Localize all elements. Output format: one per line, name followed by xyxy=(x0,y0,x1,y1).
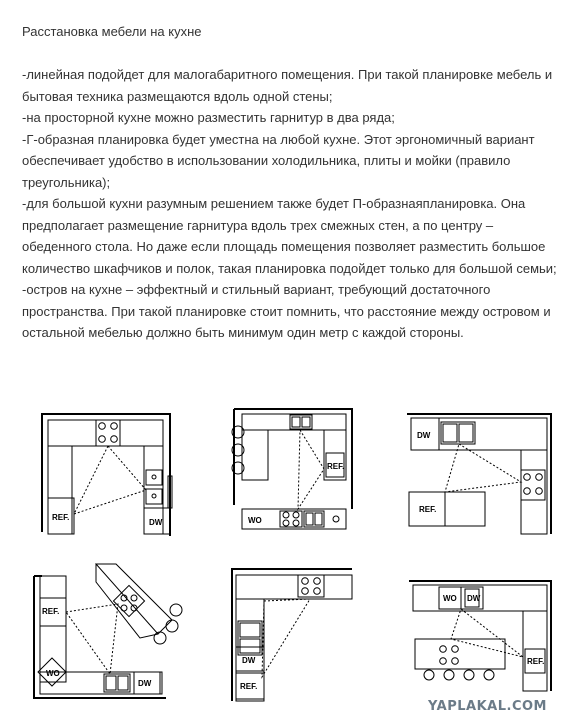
paragraph-u-shaped: -для большой кухни разумным решением также будет П-образнаяпланировка. Она предполагает размещение гарнитура вдоль трех смежных стен, а по центру – обеденного стола. Но даже если площадь помещения позволяет разместить большое количество шкафчиков и полок, такая планировка подойдет только для большой семьи; xyxy=(22,196,557,276)
ref-label: REF. xyxy=(327,462,345,471)
diagram-peninsula-kitchen xyxy=(405,575,560,705)
ref-label: REF. xyxy=(240,682,258,691)
dw-label: DW xyxy=(138,679,152,688)
watermark: YAPLAKAL.COM xyxy=(428,699,547,714)
dw-label: DW xyxy=(417,431,431,440)
diagram-l-shaped-kitchen xyxy=(228,565,358,705)
article-body xyxy=(22,64,562,344)
diagram-u-shaped-kitchen xyxy=(38,410,178,540)
dw-label: DW xyxy=(149,518,163,527)
dw-label: DW xyxy=(242,656,256,665)
paragraph-galley: -на просторной кухне можно разместить гарнитур в два ряда; xyxy=(22,110,395,125)
wo-label: WO xyxy=(248,516,262,525)
paragraph-linear: -линейная подойдет для малогабаритного помещения. При такой планировке мебель и бытовая техника размещаются вдоль одной стены; xyxy=(22,67,553,104)
article-title: Расстановка мебели на кухне xyxy=(22,24,202,39)
paragraph-l-shaped: -Г-образная планировка будет уместна на любой кухне. Этот эргономичный вариант обеспечивает удобство в использовании холодильника, плиты и мойки (правило треугольника); xyxy=(22,131,535,190)
ref-label: REF. xyxy=(419,505,437,514)
ref-label: REF. xyxy=(527,657,545,666)
paragraph-island: -остров на кухне – эффектный и стильный вариант, требующий достаточного пространства. При такой планировке стоит помнить, что расстояние между островом и остальной мебелью должно быть минимум один метр с каждой стороны. xyxy=(22,282,551,340)
ref-label: REF. xyxy=(42,607,60,616)
wo-label: WO xyxy=(443,594,457,603)
wo-label: WO xyxy=(46,669,60,678)
ref-label: REF. xyxy=(52,513,70,522)
dw-label: DW xyxy=(467,594,481,603)
diagram-galley-kitchen xyxy=(228,405,363,535)
diagram-island-kitchen xyxy=(405,410,555,540)
diagram-l-shaped-angled-kitchen xyxy=(30,562,190,702)
